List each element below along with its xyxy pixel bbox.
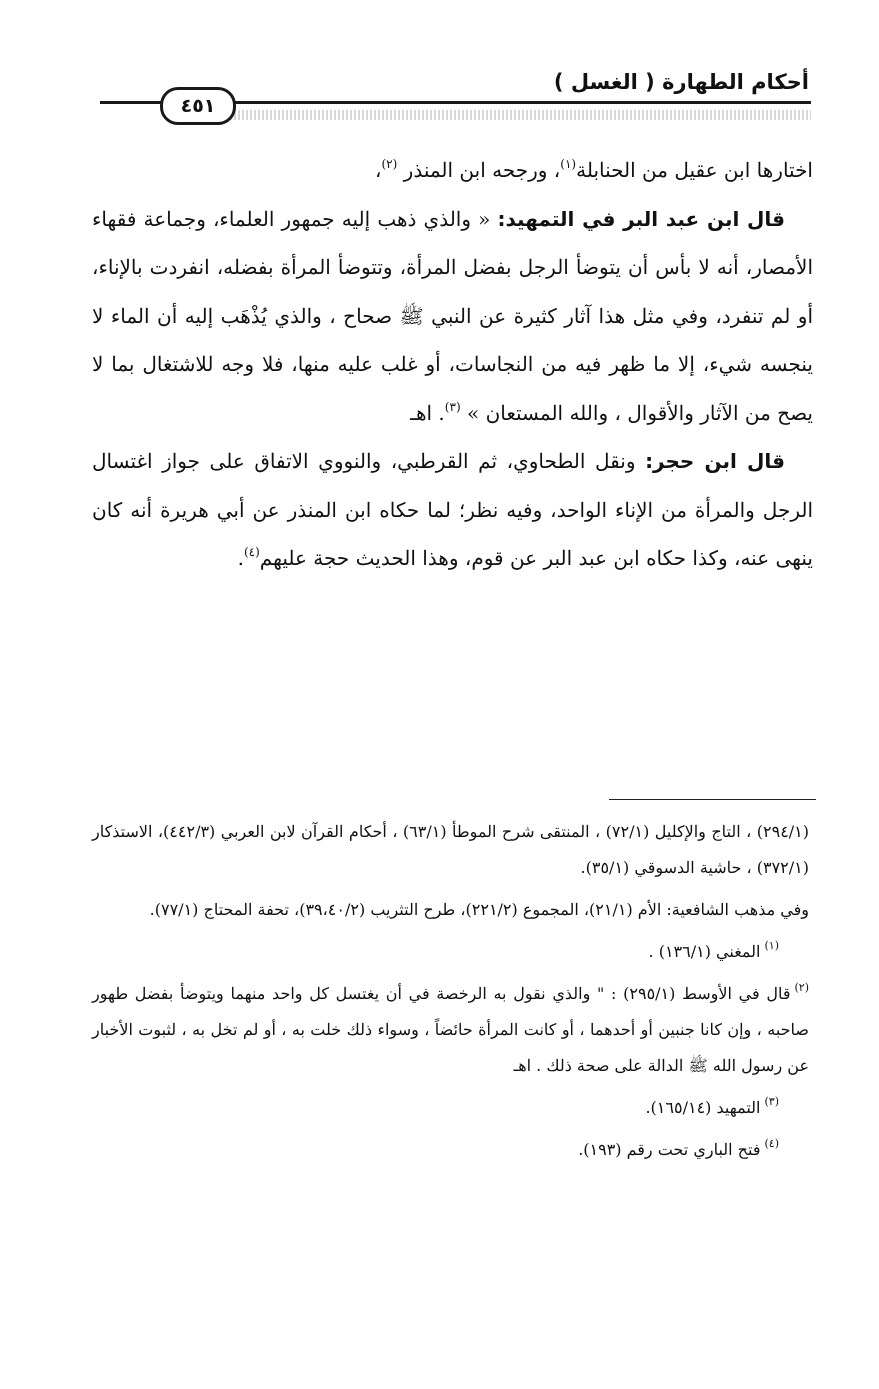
speaker-ibn-hajar: قال ابن حجر: [645, 449, 785, 473]
footnote-1 [92, 934, 779, 970]
paragraph-2-end: . اهـ [410, 400, 445, 425]
footnote-ref-3[interactable]: (٣) [444, 399, 461, 414]
footnote-3 [92, 1090, 779, 1126]
quote-ibn-hajar: ونقل الطحاوي، ثم القرطبي، والنووي الاتفاق على جواز اغتسال الرجل والمرأة من الإناء الواحد، وفيه نظر؛ لما حكاه ابن المنذر عن أبي هريرة أنه كان ينهى عنه، وكذا حكاه ابن عبد البر عن قوم، وهذا الحديث حجة عليهم [92, 449, 813, 570]
footnote-3-marker: (٣) [764, 1095, 779, 1108]
footnote-4 [92, 1132, 779, 1168]
paragraph-1-end: ، [375, 158, 382, 182]
footnote-ref-4[interactable]: (٤) [243, 545, 260, 559]
quote-ibn-abd-al-barr: « والذي ذهب إليه جمهور العلماء، وجماعة فقهاء الأمصار، أنه لا بأس أن يتوضأ الرجل بفضل المرأة، وتتوضأ المرأة بفضله، انفردت بالإناء، أو لم تنفرد، وفي مثل هذا آثار كثيرة عن النبي ﷺ صحاح ، والذي يُذْهَب إليه أن الماء لا ينجسه شيء، إلا ما ظهر فيه من النجاسات، أو غلب عليه منها، فلا وجه للاشتغال بما لا يصح من الآثار والأقوال ، والله المستعان » [92, 206, 813, 425]
paragraph-ibn-hajar [92, 437, 813, 583]
paragraph-1 [92, 146, 813, 195]
paragraph-1-mid: ، ورجحه ابن المنذر [403, 158, 561, 182]
footnote-2 [92, 976, 809, 1084]
paragraph-ibn-abd-al-barr [92, 195, 813, 438]
page-number: ٤٥١ [160, 87, 236, 125]
paragraph-3-end: . [237, 546, 244, 570]
footnotes [92, 814, 809, 1174]
footnote-continuation-2: وفي مذهب الشافعية: الأم (٢١/١)، المجموع (٢٢١/٢)، طرح التثريب (٣٩،٤٠/٢)، تحفة المحتاج (٧٧/١). [149, 900, 809, 919]
paragraph-1-text: اختارها ابن عقيل من الحنابلة [576, 158, 813, 182]
footnote-2-marker: (٢) [794, 981, 810, 994]
footnote-1-text: المغني (١٣٦/١) . [648, 942, 761, 961]
footnote-separator [609, 799, 816, 800]
footnote-3-text: التمهيد (١٦٥/١٤). [645, 1098, 761, 1117]
footnote-ref-1[interactable]: (١) [560, 157, 577, 171]
running-title: أحكام الطهارة ( الغسل ) [553, 70, 809, 94]
footnote-ref-2[interactable]: (٢) [381, 157, 398, 171]
speaker-ibn-abd-al-barr: قال ابن عبد البر في التمهيد: [497, 206, 786, 231]
main-text [92, 146, 813, 583]
header-decoration [230, 110, 811, 120]
footnote-4-marker: (٤) [764, 1137, 779, 1150]
footnote-4-text: فتح الباري تحت رقم (١٩٣). [578, 1140, 761, 1159]
footnote-continuation-1: (٢٩٤/١) ، التاج والإكليل (٧٢/١) ، المنتقى شرح الموطأ (٦٣/١) ، أحكام القرآن لابن العربي (٤٤٢/٣)، الاستذكار (٣٧٢/١) ، حاشية الدسوقي (٣٥/١). [92, 822, 810, 877]
footnote-2-text: قال في الأوسط (٢٩٥/١) : " والذي نقول به الرخصة في أن يغتسل كل واحد منهما ويتوضأ بفضل طهور صاحبه ، وإن كانا جنبين أو أحدهما ، أو كانت المرأة حائضاً ، وسواء ذلك خلت به ، أو لم تخل به ، لثبوت الأخبار عن رسول الله ﷺ الدالة على صحة ذلك . اهـ [92, 984, 809, 1075]
footnote-1-marker: (١) [764, 939, 779, 952]
